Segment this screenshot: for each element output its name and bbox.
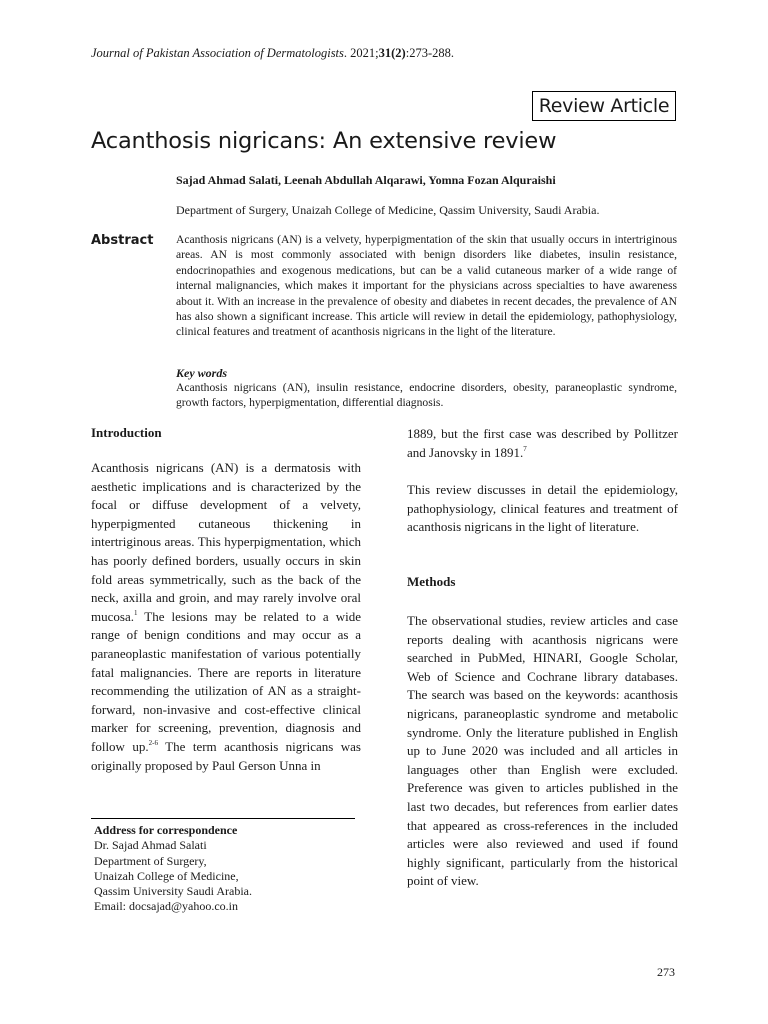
correspondence-line: Department of Surgery, bbox=[94, 853, 207, 868]
review-paragraph: This review discusses in detail the epidemiology, pathophysiology, clinical features and treatment of acanthosis nigricans in the light of literature. bbox=[407, 482, 678, 535]
methods-paragraph: The observational studies, review articles and case reports dealing with acanthosis nigricans were searched in PubMed, HINARI, Google Scholar, Web of Science and Cochrane library databases. The search was based on the keywords: acanthosis nigricans, paraneoplastic syndrome and metabolic syndrome. Only the literature published in English up to June 2020 was included and all articles in languages other than English were excluded. Preference was given to articles published in the last two decades, but references from earlier dates that appeared as cross-references in the included articles were also reviewed and used if found highly significant, particularly from the historical point of view. bbox=[407, 613, 678, 889]
journal-name: Journal of Pakistan Association of Dermatologists bbox=[91, 46, 344, 60]
methods-heading: Methods bbox=[407, 574, 456, 589]
keywords-text: Acanthosis nigricans (AN), insulin resistance, endocrine disorders, obesity, paraneoplastic syndrome, growth factors, hyperpigmentation, differential diagnosis. bbox=[176, 381, 677, 410]
intro-text-2: The lesions may be related to a wide range of benign conditions and may occur as a paraneoplastic manifestation of various potentially fatal malignancies. There are reports in literature recommending the utilization of AN as a straight-forward, non-invasive and cost-effective clinical marker for screening, prevention, diagnosis and follow up. bbox=[91, 608, 361, 754]
journal-citation bbox=[91, 46, 454, 61]
intro-continued-text: 1889, but the first case was described by Pollitzer and Janovsky in 1891. bbox=[407, 426, 678, 460]
introduction-heading: Introduction bbox=[91, 425, 162, 440]
citation-1: 1 bbox=[133, 608, 138, 617]
correspondence-line: Dr. Sajad Ahmad Salati bbox=[94, 838, 207, 853]
article-type-badge: Review Article bbox=[532, 91, 676, 121]
citation-7: 7 bbox=[523, 444, 527, 453]
footnote-divider bbox=[91, 818, 355, 819]
affiliation: Department of Surgery, Unaizah College of Medicine, Qassim University, Saudi Arabia. bbox=[176, 203, 600, 217]
correspondence-line: Qassim University Saudi Arabia. bbox=[94, 884, 252, 899]
abstract-text: Acanthosis nigricans (AN) is a velvety, hyperpigmentation of the skin that usually occurs in intertriginous areas. AN is most commonly associated with benign disorders like diabetes, insulin resistance, endocrinopathies and exogenous medications, but can be a valid cutaneous marker of a wide range of internal malignancies, which makes it important for the physicians across specialties to have awareness about it. With an increase in the prevalence of obesity and diabetes in recent decades, the prevalence of AN has also shown a significant increase. This article will review in detail the epidemiology, pathophysiology, clinical features and treatment of acanthosis nigricans in the light of the literature. bbox=[176, 233, 677, 339]
article-title: Acanthosis nigricans: An extensive review bbox=[91, 128, 557, 154]
correspondence-title: Address for correspondence bbox=[94, 823, 238, 837]
introduction-continued bbox=[407, 425, 678, 462]
citation-volume-issue: 31(2) bbox=[378, 46, 406, 60]
introduction-paragraph bbox=[91, 459, 361, 775]
citation-2-6: 2-6 bbox=[148, 738, 158, 747]
correspondence-email: Email: docsajad@yahoo.co.in bbox=[94, 899, 239, 914]
author-list: Sajad Ahmad Salati, Leenah Abdullah Alqarawi, Yomna Fozan Alquraishi bbox=[176, 173, 556, 187]
intro-text-1: Acanthosis nigricans (AN) is a dermatosis with aesthetic implications and is characterized by the focal or diffuse development of a velvety, hyperpigmented cutaneous thickening in intertriginous areas. This hyperpigmentation, which has poorly defined borders, usually occurs in skin fold areas symmetrically, such as the back of the neck, axilla and groin, and may rarely involve oral mucosa. bbox=[91, 460, 361, 624]
abstract-label: Abstract bbox=[91, 233, 154, 248]
intro-text-3: The term acanthosis nigricans was originally proposed by Paul Gerson Unna in bbox=[91, 738, 361, 773]
correspondence-block bbox=[94, 823, 252, 915]
correspondence-line: Unaizah College of Medicine, bbox=[94, 868, 239, 883]
citation-pages: :273-288. bbox=[405, 46, 454, 60]
page-number: 273 bbox=[657, 965, 675, 979]
keywords-label: Key words bbox=[176, 366, 227, 380]
citation-year: . 2021; bbox=[343, 46, 379, 60]
